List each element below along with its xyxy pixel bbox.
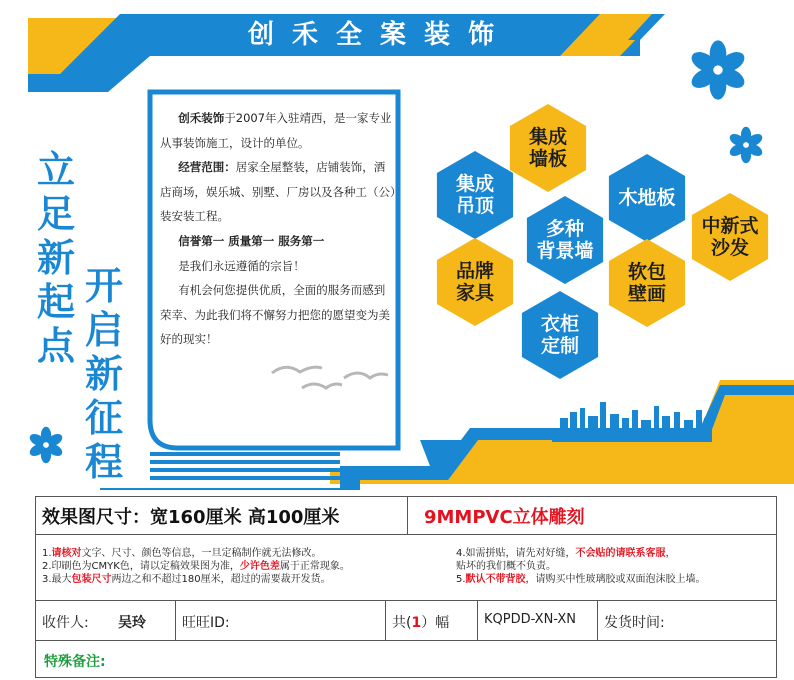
note-4: 4.如需拼贴，请先对好缝，不会贴的请联系客服， xyxy=(456,548,676,559)
service-hexagon-label: 多种 背景墙 xyxy=(536,218,594,262)
receiver-name: 吴玲 xyxy=(118,615,146,631)
flower-icon xyxy=(28,427,65,463)
note-1: 1.请核对文字、尺寸、颜色等信息，一旦定稿制作就无法修改。 xyxy=(42,548,322,559)
intro-paragraph-2: 居家全屋整装，店铺装饰，酒店商场，娱乐城、别墅、厂房以及各种工（公）装安装工程。 xyxy=(160,160,396,224)
special-note-row xyxy=(36,641,776,677)
service-hexagon-label: 品牌 家具 xyxy=(455,260,494,304)
special-note-label: 特殊备注: xyxy=(44,654,106,670)
city-skyline xyxy=(552,402,712,442)
count-field: 共(1）幅 xyxy=(392,615,450,631)
intro-paragraph-4: 有机会何您提供优质，全面的服务而感到荣幸、为此我们将不懈努力把您的愿望变为美好的现实！ xyxy=(160,283,390,347)
note-5: 5.默认不带背胶，请购买中性玻璃胶或双面泡沫胶上墙。 xyxy=(456,574,706,585)
note-2: 2.印刷色为CMYK色，请以定稿效果图为准，少许色差属于正常现象。 xyxy=(42,561,350,572)
slogan-right: 开启新征程 xyxy=(84,264,123,484)
size-row xyxy=(36,497,776,535)
info-row xyxy=(36,601,776,641)
stepped-stripes xyxy=(150,452,340,480)
intro-text xyxy=(160,106,396,352)
intro-motto: 信誉第一 质量第一 服务第一 xyxy=(178,233,325,248)
count-value: 1 xyxy=(411,615,422,631)
note-3: 3.最大包装尺寸两边之和不超过180厘米，超过的需要裁开发货。 xyxy=(42,574,331,585)
notes-left xyxy=(42,547,350,586)
service-hexagon-label: 木地板 xyxy=(618,187,676,209)
service-hexagon-label: 集成 吊顶 xyxy=(455,173,494,217)
artwork-title: 创禾全案装饰 xyxy=(247,20,512,50)
service-hexagon-label: 软包 壁画 xyxy=(627,261,666,305)
intro-scope-heading: 经营范围： xyxy=(178,160,236,175)
intro-paragraph-1: 于2007年入驻靖西，是一家专业从事装饰施工，设计的单位。 xyxy=(160,111,392,150)
material-label: 9MMPVC立体雕刻 xyxy=(424,507,585,528)
flower-icon xyxy=(688,40,748,99)
notes-row xyxy=(36,535,776,601)
intro-paragraph-3: 是我们永远遵循的宗旨！ xyxy=(178,258,305,273)
service-hexagon-label: 衣柜 定制 xyxy=(540,313,579,357)
service-hexagon-label: 中新式 沙发 xyxy=(701,215,759,259)
note-4b: 贴坏的我们概不负责。 xyxy=(456,561,556,572)
product-code: KQPDD-XN-XN xyxy=(484,612,576,627)
service-hexagon-label: 集成 墙板 xyxy=(528,126,567,170)
size-label: 效果图尺寸：宽160厘米 高100厘米 xyxy=(42,507,340,528)
intro-company-name: 创禾装饰 xyxy=(178,111,225,125)
flower-icon xyxy=(728,127,765,163)
slogan-left: 立足新起点 xyxy=(36,148,75,368)
receiver-label: 收件人: xyxy=(42,615,89,631)
ship-time-label: 发货时间: xyxy=(604,615,665,631)
notes-right xyxy=(456,547,706,586)
wangwang-label: 旺旺ID: xyxy=(182,615,230,631)
order-panel xyxy=(35,496,777,678)
